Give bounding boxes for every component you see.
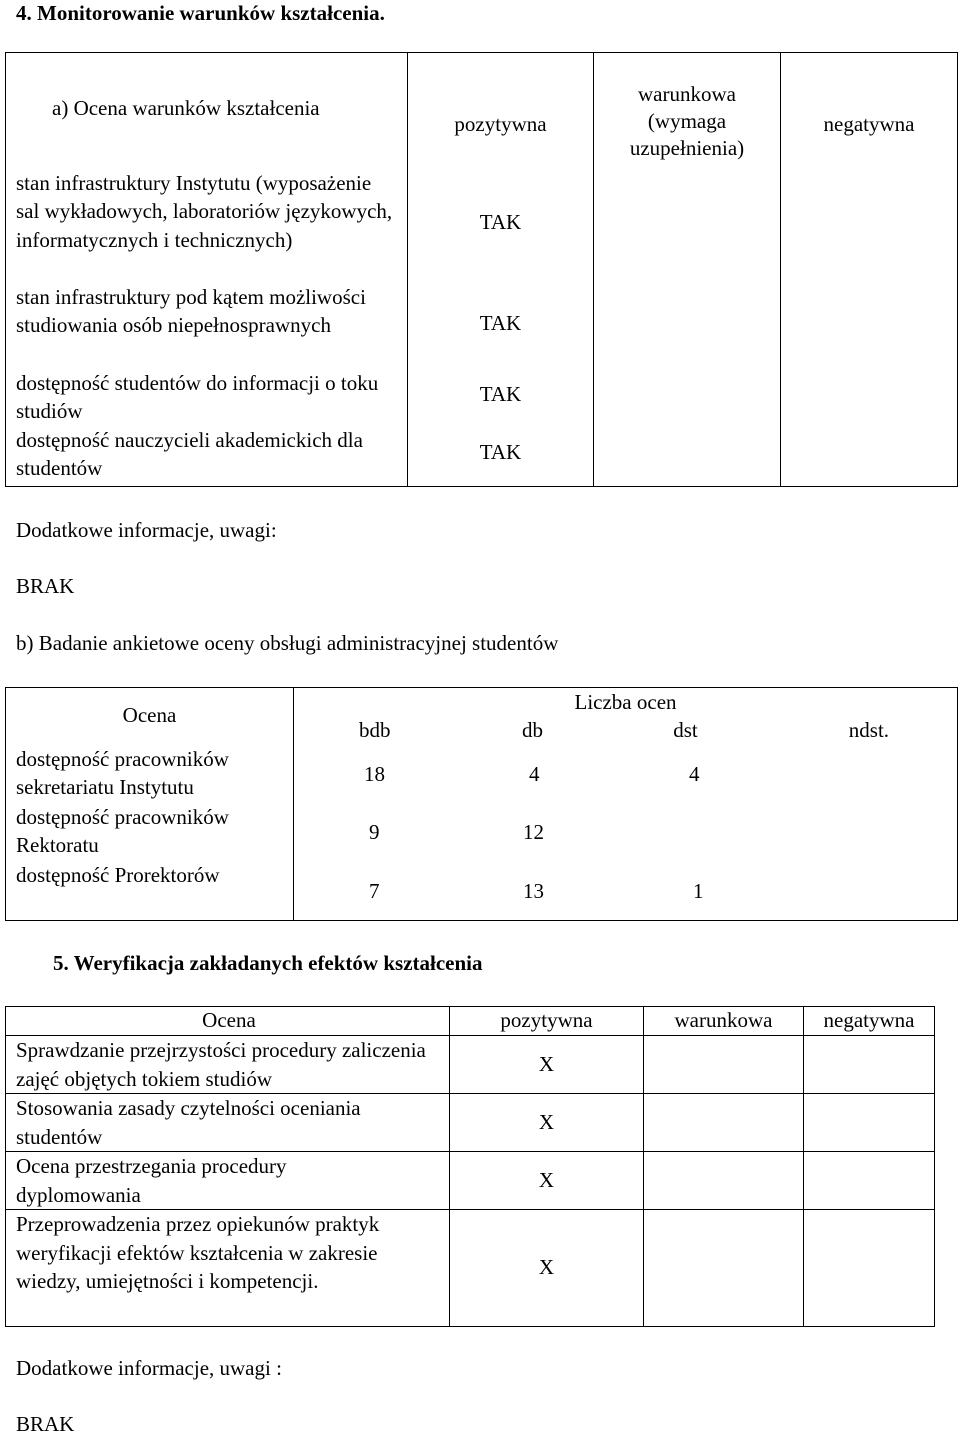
verification-row-empty: [644, 1152, 804, 1210]
verification-positive-header: pozytywna: [450, 1007, 644, 1036]
conditions-positive-cell: [408, 169, 594, 487]
notes-label: Dodatkowe informacje, uwagi:: [16, 518, 277, 542]
col-conditional-header: warunkowa (wymaga uzupełnienia): [594, 53, 781, 169]
conditions-conditional-cell: [594, 169, 781, 487]
survey-row-label: dostępność Prorektorów: [16, 862, 220, 887]
survey-subcol-header: bdb: [294, 717, 456, 745]
survey-table: [5, 687, 958, 921]
survey-value: 4: [529, 761, 540, 786]
survey-subcol-header: ndst.: [776, 717, 958, 745]
verification-table: [5, 1006, 935, 1327]
conditions-negative-cell: [781, 169, 958, 487]
conditions-labels-cell: [6, 169, 408, 487]
survey-row-label: dostępność pracowników sekretariatu Instytutu: [16, 746, 229, 799]
verification-row-empty: [804, 1152, 935, 1210]
survey-value: 18: [364, 761, 385, 786]
verification-row-empty: [644, 1210, 804, 1327]
survey-value: 7: [369, 878, 380, 903]
conditions-title: a) Ocena warunków kształcenia: [52, 96, 320, 120]
verification-row-value: X: [450, 1036, 644, 1094]
verification-row-empty: [804, 1094, 935, 1152]
verification-row-value: X: [450, 1094, 644, 1152]
condition-label: dostępność nauczycieli akademickich dla studentów: [16, 427, 363, 480]
condition-value: TAK: [479, 310, 522, 335]
survey-value: 9: [369, 819, 380, 844]
survey-group-header: Liczba ocen: [294, 688, 958, 717]
col-positive-header: pozytywna: [408, 53, 594, 169]
condition-value: TAK: [479, 209, 522, 234]
condition-label: dostępność studentów do informacji o toku studiów: [16, 370, 379, 423]
survey-row-label: dostępność pracowników Rektoratu: [16, 804, 229, 857]
conditions-table: [5, 52, 958, 487]
condition-value: TAK: [479, 381, 522, 406]
condition-label: stan infrastruktury Instytutu (wyposażenie sal wykładowych, laboratoriów językowych, informatycznych i technicznych): [16, 170, 393, 252]
verification-row-empty: [644, 1036, 804, 1094]
survey-subcol-header: dst: [673, 717, 698, 742]
conditions-title-cell: [6, 53, 408, 169]
col-negative-header: negatywna: [781, 53, 958, 169]
verification-row-value: X: [450, 1152, 644, 1210]
notes-label-5: Dodatkowe informacje, uwagi :: [16, 1356, 282, 1380]
survey-values-cell: [294, 745, 958, 921]
survey-value: 13: [523, 878, 544, 903]
verification-row-value: X: [450, 1210, 644, 1327]
verification-ocena-header: Ocena: [6, 1007, 450, 1036]
survey-labels-cell: [6, 745, 294, 921]
section-5-heading: 5. Weryfikacja zakładanych efektów kształcenia: [53, 951, 483, 975]
verification-row-empty: [804, 1036, 935, 1094]
survey-value: 4: [689, 761, 700, 786]
condition-value: TAK: [479, 439, 522, 464]
survey-value: 1: [693, 878, 704, 903]
notes-value: BRAK: [16, 574, 75, 598]
survey-value: 12: [523, 819, 544, 844]
section-4-heading: 4. Monitorowanie warunków kształcenia.: [16, 1, 385, 25]
verification-row-label: Sprawdzanie przejrzystości procedury zaliczenia zajęć objętych tokiem studiów: [6, 1036, 450, 1094]
verification-row-empty: [804, 1210, 935, 1327]
verification-negative-header: negatywna: [804, 1007, 935, 1036]
survey-title: b) Badanie ankietowe oceny obsługi administracyjnej studentów: [16, 631, 559, 655]
verification-row-label: Stosowania zasady czytelności oceniania studentów: [6, 1094, 450, 1152]
survey-ocena-header: Ocena: [6, 688, 294, 745]
survey-subcol-header: db: [522, 717, 543, 742]
verification-row-label: Przeprowadzenia przez opiekunów praktyk weryfikacji efektów kształcenia w zakresie wiedzy, umiejętności i kompetencji.: [6, 1210, 450, 1327]
notes-value-5: BRAK: [16, 1412, 75, 1436]
condition-label: stan infrastruktury pod kątem możliwości studiowania osób niepełnosprawnych: [16, 284, 366, 337]
verification-row-empty: [644, 1094, 804, 1152]
verification-row-label: Ocena przestrzegania procedury dyplomowania: [6, 1152, 450, 1210]
verification-conditional-header: warunkowa: [644, 1007, 804, 1036]
